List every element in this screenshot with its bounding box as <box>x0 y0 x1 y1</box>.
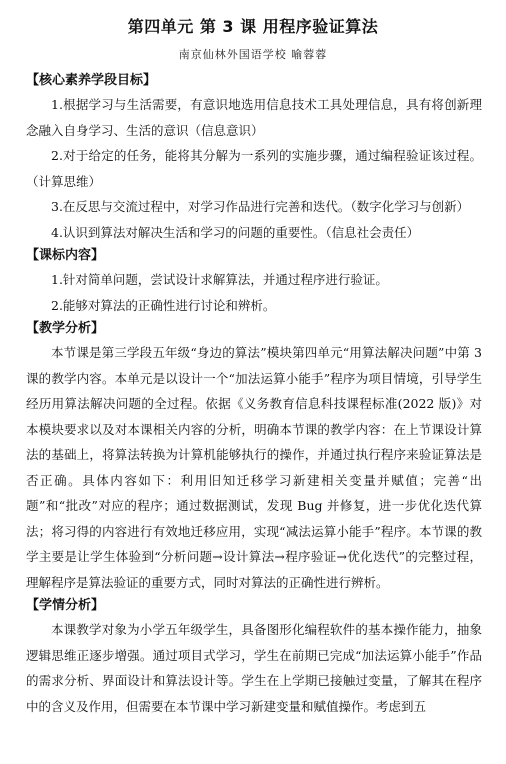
section-heading: 【学情分析】 <box>26 598 105 613</box>
list-item: 2.对于给定的任务，能将其分解为一系列的实施步骤，通过编程验证该过程。（计算思维） <box>26 148 482 189</box>
lesson-title: 第四单元 第 3 课 用程序验证算法 <box>127 17 379 36</box>
list-item: 2.能够对算法的正确性进行讨论和辨析。 <box>51 297 276 313</box>
list-item: 3.在反思与交流过程中，对学习作品进行完善和迭代。（数字化学习与创新） <box>51 199 470 214</box>
section-heading: 【课标内容】 <box>26 248 105 263</box>
section-curriculum-content <box>26 245 482 318</box>
section-teaching-analysis <box>26 318 482 595</box>
section-heading: 【教学分析】 <box>26 321 105 336</box>
body-paragraph: 本节课是第三学段五年级“身边的算法”模块第四单元“用算法解决问题”中第 3 课的教学内容。本单元是以设计一个“加法运算小能手”程序为项目情境，引导学生经历用算法解决问题的全过程。依据《义务教育信息科技课程标准(2022 版)》对本模块要求以及对本课相关内容的分析，明确本节课的教学内容：在上节课设计算法的基础上，将算法转换为计算机能够执行的操作，并通过执行程序来验证算法是否正确。具体内容如下：利用旧知迁移学习新建相关变量并赋值；完善“出题”和“批改”对应的程序；通过数据测试，发现 Bug 并修复，进一步优化迭代算法；将习得的内容进行有效地迁移应用，实现“减法运算小能手”程序。本节课的教学主要是让学生体验到“分析问题→设计算法→程序验证→优化迭代”的完整过程，理解程序是算法验证的重要方式，同时对算法的正确性进行辨析。 <box>26 345 482 590</box>
section-heading: 【核心素养学段目标】 <box>26 73 157 88</box>
body-paragraph: 本课教学对象为小学五年级学生，具备图形化编程软件的基本操作能力，抽象逻辑思维正逐步增强。通过项目式学习，学生在前期已完成“加法运算小能手”作品的需求分析、界面设计和算法设计等。学生在上学期已接触过变量，了解其在程序中的含义及作用，但需要在本节课中学习新建变量和赋值操作。考虑到五 <box>26 622 482 714</box>
section-student-analysis <box>26 595 482 719</box>
document-body <box>26 70 482 719</box>
section-core-literacy <box>26 70 482 245</box>
list-item: 1.针对简单问题，尝试设计求解算法，并通过程序进行验证。 <box>51 272 388 287</box>
author-line: 南京仙林外国语学校 喻蓉蓉 <box>178 48 328 61</box>
list-item: 1.根据学习与生活需要，有意识地选用信息技术工具处理信息，具有将创新理念融入自身学习、生活的意识（信息意识） <box>26 97 482 138</box>
list-item: 4.认识到算法对解决生活和学习的问题的重要性。（信息社会责任） <box>51 224 420 240</box>
